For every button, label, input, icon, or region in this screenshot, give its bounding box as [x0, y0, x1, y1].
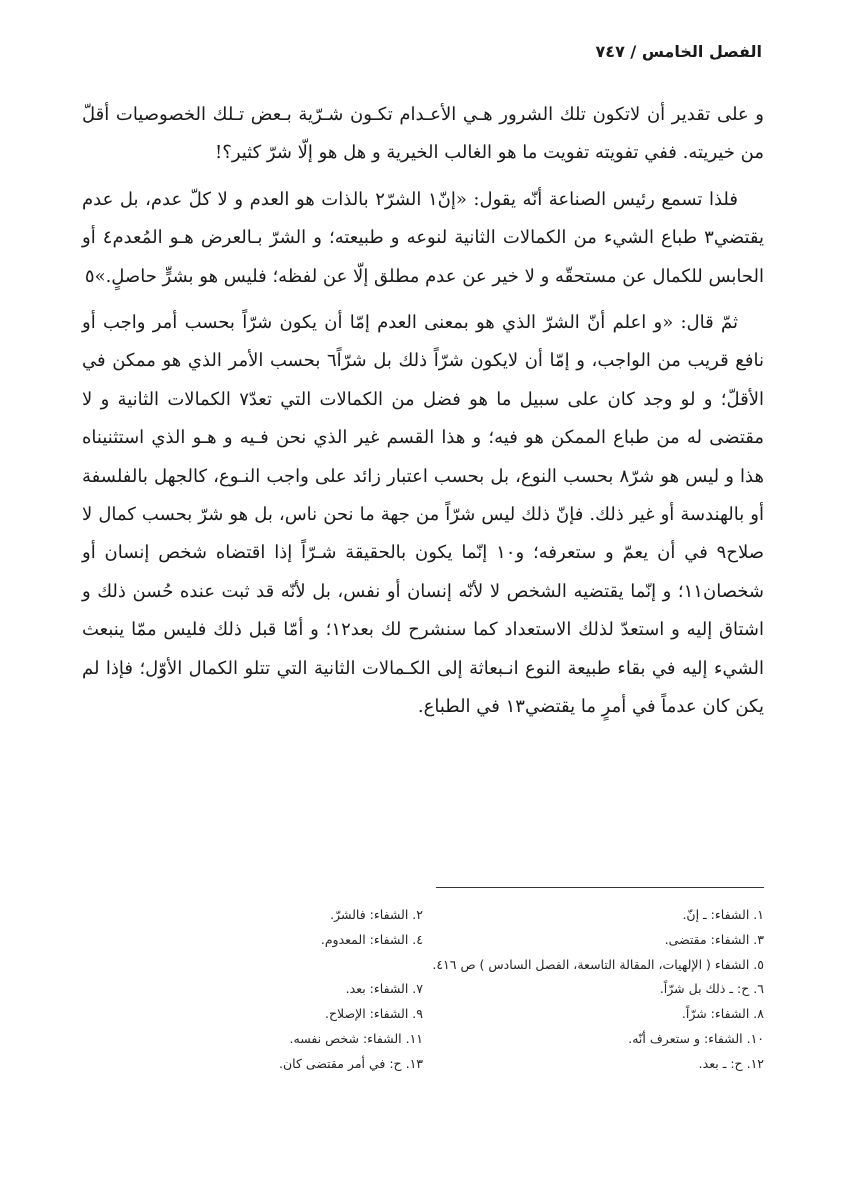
paragraph: فلذا تسمع رئيس الصناعة أنّه يقول: «إنّ١ الشرّ٢ بالذات هو العدم و لا كلّ عدم، بل عدم يقتضي٣ طباع الشيء من الكمالات الثانية لنوعه و طبيعته؛ و الشرّ بـالعرض هـو المُعدم٤ أو الحابس للكمال عن مستحقّه و لا خير عن عدم مطلق إلّا عن لفظه؛ فليس هو بشرٍّ حاصلٍ.»٥: [82, 188, 764, 287]
footnote-row: [82, 1027, 764, 1052]
footnote: ٢. الشفاء: فالشرّ.: [330, 907, 423, 922]
footnote: ٥. الشفاء ( الإلهيات، المقالة التاسعة، الفصل السادس ) ص ٤١٦.: [432, 956, 764, 972]
footnote-row: [82, 903, 764, 928]
footnote: ٧. الشفاء: بعد.: [345, 981, 423, 997]
footnote: ٨. الشفاء: شرّاً.: [681, 1006, 764, 1022]
paragraph: ثمّ قال: «و اعلم أنّ الشرّ الذي هو بمعنى العدم إمّا أن يكون شرّاً بحسب أمر واجب أو نافع قريب من الواجب، و إمّا أن لايكون شرّاً ذلك بل شرّاً٦ بحسب الأمر الذي هو ممكن في الأقلّ؛ و لو وجد كان على سبيل ما هو فضل من الكمالات التي تعدّ٧ الكمالات الثانية و لا مقتضى له من طباع الممكن هو فيه؛ و هذا القسم غير الذي نحن فـيه و هـو الذي استثنيناه هذا و ليس هو شرّ٨ بحسب النوع، بل بحسب اعتبار زائد على واجب النـوع، كالجهل بالفلسفة أو بالهندسة أو غير ذلك. فإنّ ذلك ليس شرّاً من جهة ما نحن ناس، بل هو شرّ بحسب كمال لا صلاح٩ في أن يعمّ و ستعرفه؛ و١٠ إنّما يكون بالحقيقة شـرّاً إذا اقتضاه شخص إنسان أو شخصان١١؛ و إنّما يقتضيه الشخص لا لأنّه إنسان أو نفس، بل لأنّه قد ثبت عنده حُسن ذلك و اشتاق إليه و استعدّ لذلك الاستعداد كما سنشرح لك بعد١٢؛ و أمّا قبل ذلك فليس ممّا ينبعث الشيء إليه في بقاء طبيعة النوع انـبعاثة إلى الكـمالات الثانية التي تتلو الكمال الأوّل؛ فإذا لم يكن كان عدماً في أمرٍ ما يقتضي١٣ في الطباع.: [82, 312, 764, 718]
footnote: ١١. الشفاء: شخص نفسه.: [289, 1030, 423, 1046]
footnote-row: [82, 928, 764, 953]
footnote-row: [82, 1052, 764, 1077]
footnote-row: [82, 1002, 764, 1027]
footnotes: [82, 903, 764, 1077]
footnote-row: [82, 977, 764, 1002]
main-text: [82, 96, 764, 735]
footnote: ١٠. الشفاء: و ستعرف أنّه.: [628, 1030, 764, 1046]
footnote-row: [82, 953, 764, 978]
footnote: ١٣. ح: في أمر مقتضى كان.: [279, 1055, 423, 1071]
paragraph: و على تقدير أن لاتكون تلك الشرور هـي الأعـدام تكـون شـرّية بـعض تـلك الخصوصيات أقلّ من خيريته. ففي تفويته تفويت ما هو الغالب الخيرية و هل هو إلّا شرّ كثير؟!: [82, 104, 764, 164]
footnote: ٣. الشفاء: مقتضى.: [664, 931, 764, 947]
footnote: ١. الشفاء: ـ إنّ.: [682, 907, 764, 922]
footnote: ٦. ح: ـ ذلك بل شرّاً.: [659, 981, 764, 997]
footnote: ١٢. ح: ـ بعد.: [698, 1055, 764, 1071]
footnote: ٩. الشفاء: الإصلاح.: [324, 1006, 423, 1022]
footnote-separator: [436, 887, 764, 888]
footnote: ٤. الشفاء: المعدوم.: [320, 931, 423, 947]
running-header: الفصل الخامس / ٧٤٧: [595, 42, 762, 61]
